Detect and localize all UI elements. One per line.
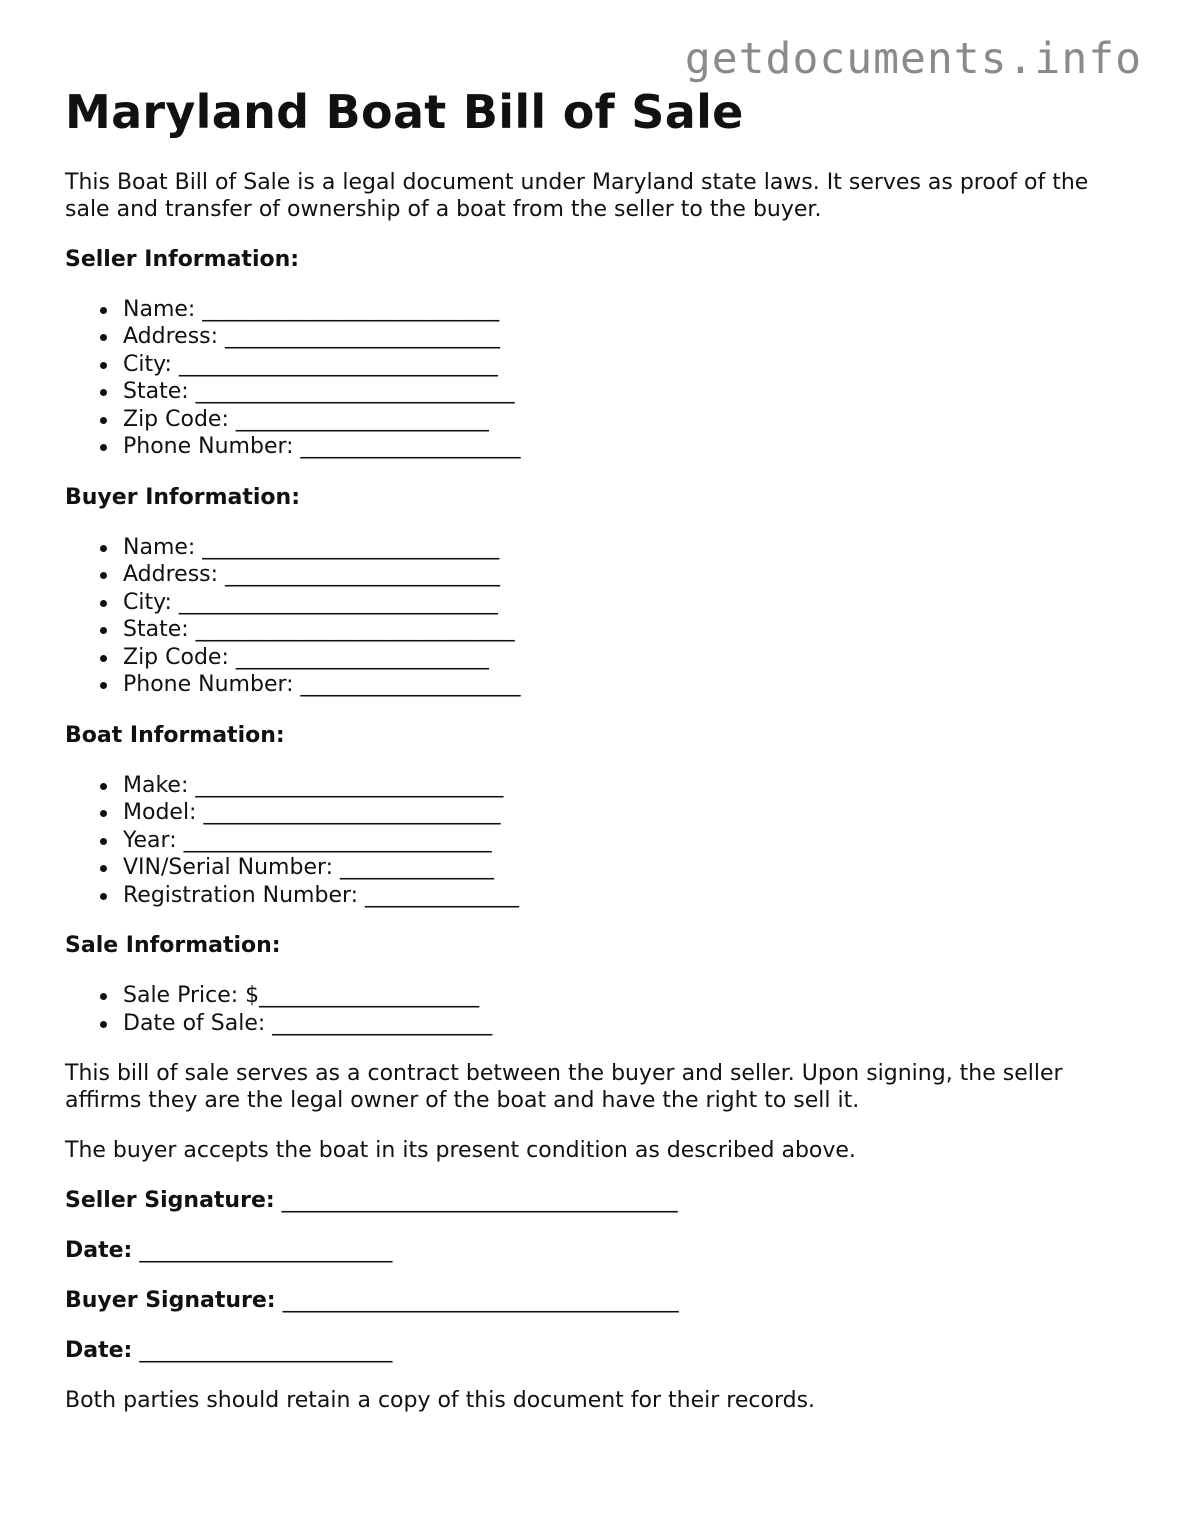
buyer-signature-blank[interactable]: ____________________________________: [282, 1288, 679, 1314]
buyer-zip-field[interactable]: Zip Code: _______________________: [123, 644, 1125, 672]
seller-name-field[interactable]: Name: ___________________________: [123, 296, 1125, 324]
contract-paragraph: This bill of sale serves as a contract between the buyer and seller. Upon signing, the seller affirms they are the legal owner of the boat and have the right to sell it.: [65, 1061, 1063, 1114]
seller-field-list: [65, 296, 1125, 461]
seller-phone-field[interactable]: Phone Number: ____________________: [123, 433, 1125, 461]
intro-paragraph: This Boat Bill of Sale is a legal document under Maryland state laws. It serves as proof of the sale and transfer of ownership of a boat from the seller to the buyer.: [65, 169, 1089, 222]
boat-year-field[interactable]: Year: ____________________________: [123, 827, 1125, 855]
watermark: getdocuments.info: [684, 34, 1142, 84]
buyer-city-field[interactable]: City: _____________________________: [123, 589, 1125, 617]
seller-signature-line[interactable]: [65, 1187, 1125, 1214]
seller-date-label: Date:: [65, 1238, 133, 1264]
buyer-section-heading: Buyer Information:: [65, 484, 300, 510]
seller-zip-field[interactable]: Zip Code: _______________________: [123, 406, 1125, 434]
boat-vin-field[interactable]: VIN/Serial Number: ______________: [123, 854, 1125, 882]
seller-address-field[interactable]: Address: _________________________: [123, 323, 1125, 351]
seller-date-blank[interactable]: _______________________: [139, 1238, 393, 1264]
buyer-date-line[interactable]: [65, 1337, 1125, 1364]
buyer-state-field[interactable]: State: _____________________________: [123, 616, 1125, 644]
document-title: Maryland Boat Bill of Sale: [65, 85, 744, 139]
seller-section-heading: Seller Information:: [65, 246, 300, 272]
condition-paragraph: The buyer accepts the boat in its present condition as described above.: [65, 1138, 856, 1164]
sale-price-field[interactable]: Sale Price: $____________________: [123, 982, 1125, 1010]
seller-signature-label: Seller Signature:: [65, 1188, 275, 1214]
boat-field-list: [65, 772, 1125, 910]
boat-model-field[interactable]: Model: ___________________________: [123, 799, 1125, 827]
buyer-phone-field[interactable]: Phone Number: ____________________: [123, 671, 1125, 699]
buyer-signature-line[interactable]: [65, 1287, 1125, 1314]
buyer-signature-label: Buyer Signature:: [65, 1288, 276, 1314]
buyer-date-blank[interactable]: _______________________: [139, 1338, 393, 1364]
buyer-name-field[interactable]: Name: ___________________________: [123, 534, 1125, 562]
seller-signature-blank[interactable]: ____________________________________: [281, 1188, 678, 1214]
seller-date-line[interactable]: [65, 1237, 1125, 1264]
closing-paragraph: Both parties should retain a copy of this document for their records.: [65, 1388, 816, 1414]
boat-make-field[interactable]: Make: ____________________________: [123, 772, 1125, 800]
seller-state-field[interactable]: State: _____________________________: [123, 378, 1125, 406]
boat-section-heading: Boat Information:: [65, 722, 285, 748]
document-body: [65, 86, 1125, 1414]
sale-date-field[interactable]: Date of Sale: ____________________: [123, 1010, 1125, 1038]
buyer-field-list: [65, 534, 1125, 699]
boat-registration-field[interactable]: Registration Number: ______________: [123, 882, 1125, 910]
buyer-date-label: Date:: [65, 1338, 133, 1364]
sale-section-heading: Sale Information:: [65, 933, 281, 959]
seller-city-field[interactable]: City: _____________________________: [123, 351, 1125, 379]
sale-field-list: [65, 982, 1125, 1037]
buyer-address-field[interactable]: Address: _________________________: [123, 561, 1125, 589]
